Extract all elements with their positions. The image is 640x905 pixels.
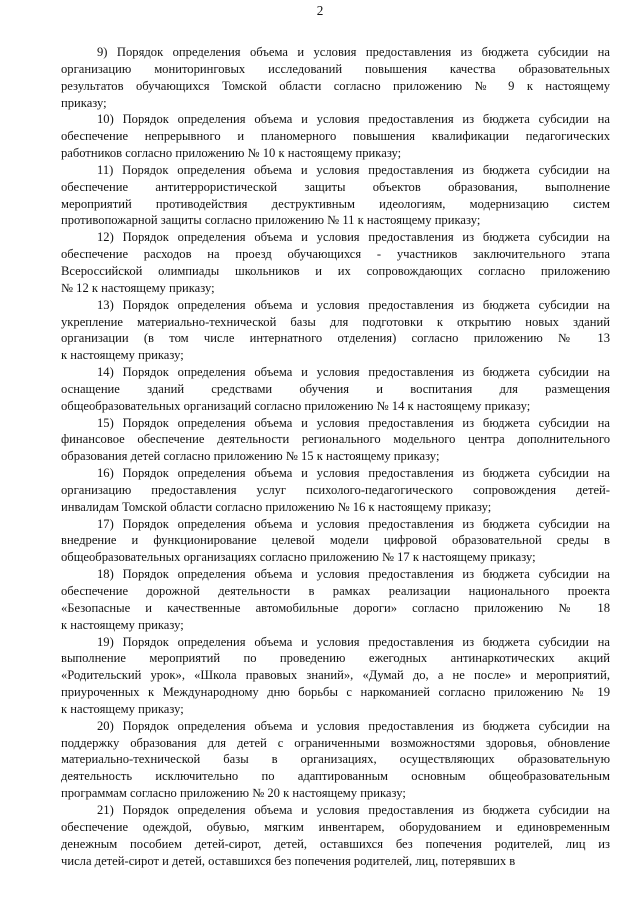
paragraph-line: обеспечение одеждой, обувью, мягким инвентарем, оборудованием и единовременным (61, 819, 610, 834)
paragraph-line: «Безопасные и качественные автомобильные дороги» согласно приложению № 18 (61, 600, 610, 615)
paragraph-line: 11) Порядок определения объема и условия предоставления из бюджета субсидии на (97, 162, 610, 177)
paragraph-line: 9) Порядок определения объема и условия предоставления из бюджета субсидии на (97, 45, 610, 59)
paragraph-line: мероприятий противодействия деструктивным идеологиям, модернизацию систем (61, 196, 610, 211)
paragraph-line: 20) Порядок определения объема и условия предоставления из бюджета субсидии на (97, 718, 610, 733)
paragraph-line: к настоящему приказу; (61, 701, 184, 716)
document-body (61, 44, 610, 869)
paragraph-line: обеспечение непрерывного и планомерного повышения квалификации педагогических (61, 129, 610, 144)
paragraph-line: образования детей согласно приложению № 15 к настоящему приказу; (61, 449, 440, 464)
paragraph-line: материально-технической базы в организациях, осуществляющих образовательную (61, 752, 610, 767)
paragraph-line: приуроченных к Международному дню борьбы с наркоманией согласно приложению № 19 (61, 685, 610, 700)
paragraph-line: инвалидам Томской области согласно приложению № 16 к настоящему приказу; (61, 499, 492, 514)
paragraph-line: числа детей-сирот и детей, оставшихся без попечения родителей, лиц, потерявших в (61, 853, 516, 868)
paragraph-item-p19 (61, 634, 610, 718)
paragraph-item-p13 (61, 297, 610, 364)
paragraph-item-p15 (61, 415, 610, 466)
paragraph-line: обеспечение расходов на проезд обучающихся - участников заключительного этапа (61, 247, 610, 262)
paragraph-line: поддержку образования для детей с ограниченными возможностями здоровья, обновление (61, 735, 610, 750)
paragraph-line: приказу; (61, 95, 107, 110)
paragraph-line: 12) Порядок определения объема и условия предоставления из бюджета субсидии на (97, 230, 610, 245)
paragraph-item-p18 (61, 566, 610, 633)
paragraph-line: обеспечение дорожной деятельности в рамках реализации национального проекта (61, 584, 610, 598)
paragraph-item-p9 (61, 44, 610, 111)
paragraph-item-p16 (61, 465, 610, 516)
paragraph-item-p17 (61, 516, 610, 567)
paragraph-line: Всероссийской олимпиады школьников и их сопровождающих согласно приложению (61, 263, 610, 278)
paragraph-item-p20 (61, 718, 610, 802)
paragraph-line: 16) Порядок определения объема и условия предоставления из бюджета субсидии на (97, 466, 610, 481)
paragraph-line: деятельность исключительно по адаптированным основным общеобразовательным (61, 769, 610, 784)
paragraph-line: внедрение и функционирование целевой модели цифровой образовательной среды в (61, 533, 610, 548)
paragraph-line: 19) Порядок определения объема и условия предоставления из бюджета субсидии на (97, 634, 610, 649)
paragraph-line: 13) Порядок определения объема и условия предоставления из бюджета субсидии на (97, 297, 610, 312)
paragraph-line: к настоящему приказу; (61, 348, 184, 363)
paragraph-line: обеспечение антитеррористической защиты объектов образования, выполнение (61, 179, 610, 194)
paragraph-line: 14) Порядок определения объема и условия предоставления из бюджета субсидии на (97, 365, 610, 380)
page-number: 2 (316, 3, 324, 18)
paragraph-line: 21) Порядок определения объема и условия предоставления из бюджета субсидии на (97, 802, 610, 817)
paragraph-line: к настоящему приказу; (61, 617, 184, 632)
paragraph-line: выполнение мероприятий по проведению ежегодных антинаркотических акций (61, 651, 610, 666)
paragraph-line: 15) Порядок определения объема и условия предоставления из бюджета субсидии на (97, 415, 610, 430)
paragraph-line: результатов обучающихся Томской области согласно приложению № 9 к настоящему (61, 78, 610, 93)
paragraph-item-p10 (61, 111, 610, 162)
paragraph-line: 17) Порядок определения объема и условия предоставления из бюджета субсидии на (97, 516, 610, 531)
paragraph-line: укрепление материально-технической базы для подготовки к открытию новых зданий (61, 314, 610, 329)
paragraph-line: программам согласно приложению № 20 к настоящему приказу; (61, 786, 406, 801)
paragraph-line: «Родительский урок», «Школа правовых знаний», «Думай до, а не после» и мероприятий, (61, 668, 610, 683)
paragraph-line: организацию мониторинговых исследований повышения качества образовательных (61, 61, 610, 76)
paragraph-line: 10) Порядок определения объема и условия предоставления из бюджета субсидии на (97, 112, 610, 127)
paragraph-line: организацию предоставления услуг психолого-педагогического сопровождения детей- (61, 482, 610, 497)
paragraph-line: противопожарной защиты согласно приложению № 11 к настоящему приказу; (61, 213, 481, 228)
paragraph-line: денежным пособием детей-сирот, детей, оставшихся без попечения родителей, лиц из (61, 836, 610, 851)
paragraph-item-p12 (61, 229, 610, 296)
paragraph-line: общеобразовательных организаций согласно приложению № 14 к настоящему приказу; (61, 398, 531, 413)
paragraph-line: 18) Порядок определения объема и условия предоставления из бюджета субсидии на (97, 567, 610, 582)
paragraph-item-p14 (61, 364, 610, 415)
paragraph-item-p21 (61, 802, 610, 869)
paragraph-line: работников согласно приложению № 10 к настоящему приказу; (61, 146, 402, 161)
paragraph-line: организации (в том числе интернатного отделения) согласно приложению № 13 (61, 331, 610, 346)
paragraph-line: финансовое обеспечение деятельности регионального модельного центра дополнительного (61, 432, 610, 447)
paragraph-line: оснащение зданий средствами обучения и воспитания для размещения (61, 381, 610, 396)
paragraph-item-p11 (61, 162, 610, 229)
paragraph-line: № 12 к настоящему приказу; (61, 280, 215, 295)
paragraph-line: общеобразовательных организациях согласно приложению № 17 к настоящему приказу; (61, 550, 536, 565)
